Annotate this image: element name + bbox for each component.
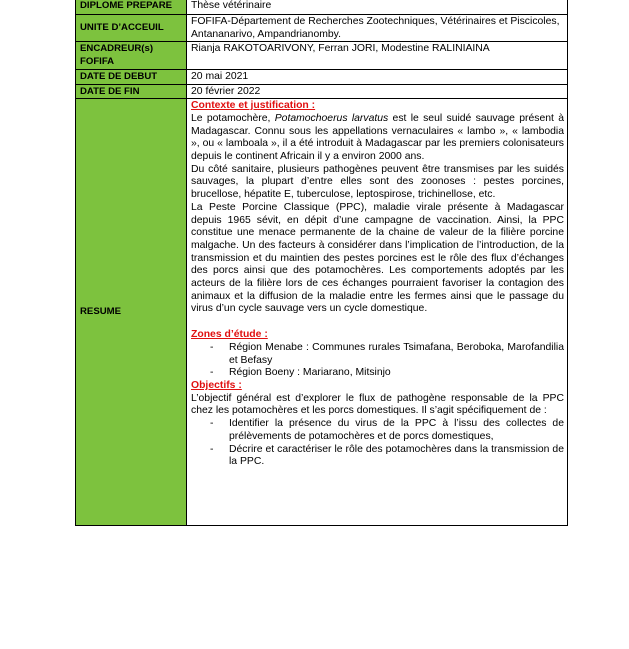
label-fin: DATE DE FIN	[76, 84, 187, 99]
row-resume	[76, 99, 568, 526]
species-name: Potamochoerus larvatus	[274, 112, 389, 124]
spacer	[191, 316, 564, 329]
bullet-dash: -	[210, 367, 214, 379]
zone-item	[191, 367, 564, 380]
zone-item	[191, 342, 564, 367]
label-debut: DATE DE DEBUT	[76, 69, 187, 84]
objectifs-intro: L’objectif général est d’explorer le flux de pathogène responsable de la PPC chez les potamochères et les porcs domestiques. Il s’agit spécifiquement de :	[191, 392, 564, 417]
zones-heading: Zones d’étude :	[191, 329, 268, 341]
row-debut	[76, 69, 568, 84]
row-fin	[76, 84, 568, 99]
bullet-dash: -	[210, 443, 214, 455]
row-encadreur	[76, 42, 568, 69]
label-resume: RESUME	[76, 99, 187, 526]
objectif-item	[191, 444, 564, 469]
label-unite: UNITE D’ACCEUIL	[76, 15, 187, 42]
row-unite	[76, 15, 568, 42]
thesis-info-table	[75, 0, 568, 526]
bullet-dash: -	[210, 341, 214, 353]
bullet-dash: -	[210, 418, 214, 430]
zone-text: Région Menabe : Communes rurales Tsimafana, Beroboka, Marofandilia et Befasy	[229, 341, 564, 366]
value-fin: 20 février 2022	[187, 84, 568, 99]
p1-text-a: Le potamochère,	[191, 112, 275, 124]
value-unite: FOFIFA-Département de Recherches Zootechniques, Vétérinaires et Piscicoles, Antananarivo, Ampandrianomby.	[187, 15, 568, 42]
zone-text: Région Boeny : Mariarano, Mitsinjo	[229, 367, 391, 379]
row-diplome	[76, 0, 568, 15]
objectif-text: Décrire et caractériser le rôle des potamochères dans la transmission de la PPC.	[229, 443, 564, 468]
objectif-item	[191, 418, 564, 443]
label-diplome: DIPLOME PREPARE	[76, 0, 187, 15]
resume-content	[187, 99, 568, 526]
label-encadreur: ENCADREUR(s) FOFIFA	[76, 42, 187, 69]
objectif-text: Identifier la présence du virus de la PPC à l’issu des collectes de prélèvements de potamochères et de porcs domestiques,	[229, 418, 564, 442]
value-encadreur: Rianja RAKOTOARIVONY, Ferran JORI, Modestine RALINIAINA	[187, 42, 568, 69]
resume-paragraph-3: La Peste Porcine Classique (PPC), maladie virale présente à Madagascar depuis 1965 sévit, en dépit d’une campagne de vaccination. Ainsi, la PPC constitue une menace permanente de la chaine de valeur de la filière porcine malgache. Un des facteurs à considérer dans l’implication de l’introduction, de la transmission et du maintien des pestes porcines est le rôle des flux d’échanges des porcs ainsi que des potamochères. Les comportements adoptés par les acteurs de la filière lors de ces échanges pourraient favoriser la contagion des animaux et la diffusion de la maladie entre les fermes ainsi que le passage du virus d’un cycle sauvage vers un cycle domestique.	[191, 201, 564, 315]
resume-paragraph-2: Du côté sanitaire, plusieurs pathogènes peuvent être transmises par les suidés sauvages, la plupart d’entre elles sont des zoonoses : pestes porcines, brucellose, hépatite E, tuberculose, leptospirose, trichinellose, etc.	[191, 163, 564, 201]
resume-paragraph-1	[191, 113, 564, 164]
p1-text-b: est le seul suidé sauvage présent à Madagascar. Connu sous les appellations vernaculaires « lambo », « lambodia », ou « lamboala », il a été introduit à Madagascar par les premiers colonisateurs depuis le continent Africain il y a environ 2000 ans.	[191, 112, 565, 163]
value-debut: 20 mai 2021	[187, 69, 568, 84]
objectifs-heading: Objectifs :	[191, 379, 242, 391]
contexte-heading: Contexte et justification :	[191, 100, 316, 112]
value-diplome: Thèse vétérinaire	[187, 0, 568, 15]
